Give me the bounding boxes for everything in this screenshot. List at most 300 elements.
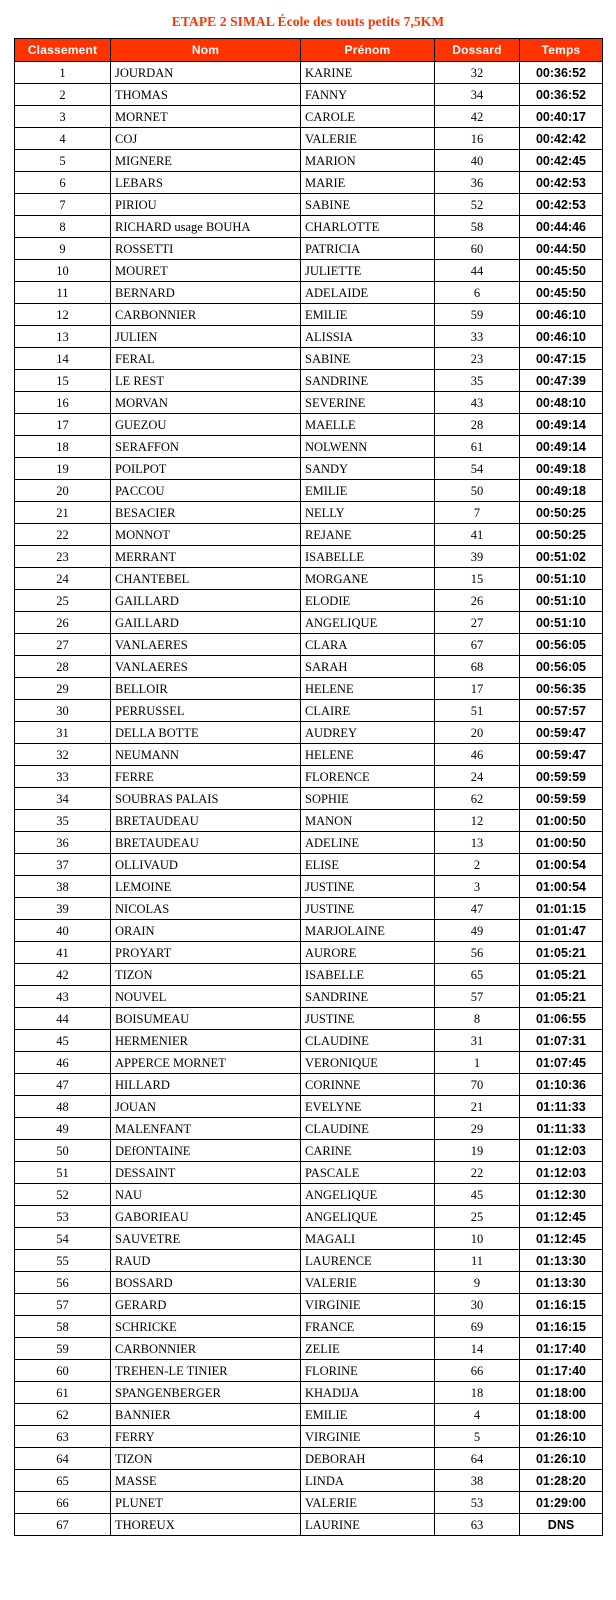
cell-dossard: 15 — [435, 568, 520, 590]
cell-classement: 54 — [15, 1228, 111, 1250]
cell-prenom: PATRICIA — [301, 238, 435, 260]
cell-nom: MORVAN — [111, 392, 301, 414]
table-row — [15, 1448, 603, 1470]
cell-prenom: ALISSIA — [301, 326, 435, 348]
cell-classement: 2 — [15, 84, 111, 106]
cell-dossard: 31 — [435, 1030, 520, 1052]
cell-dossard: 1 — [435, 1052, 520, 1074]
cell-classement: 59 — [15, 1338, 111, 1360]
cell-dossard: 66 — [435, 1360, 520, 1382]
cell-nom: BOSSARD — [111, 1272, 301, 1294]
cell-temps: 00:42:53 — [520, 172, 603, 194]
table-row — [15, 1206, 603, 1228]
column-header-classement: Classement — [15, 39, 111, 62]
cell-nom: NEUMANN — [111, 744, 301, 766]
cell-classement: 38 — [15, 876, 111, 898]
cell-prenom: CHARLOTTE — [301, 216, 435, 238]
table-row — [15, 678, 603, 700]
cell-nom: MALENFANT — [111, 1118, 301, 1140]
cell-nom: MIGNERE — [111, 150, 301, 172]
table-row — [15, 612, 603, 634]
cell-prenom: SARAH — [301, 656, 435, 678]
cell-classement: 53 — [15, 1206, 111, 1228]
table-row — [15, 106, 603, 128]
table-row — [15, 1316, 603, 1338]
cell-temps: 01:05:21 — [520, 986, 603, 1008]
cell-dossard: 17 — [435, 678, 520, 700]
cell-temps: 00:48:10 — [520, 392, 603, 414]
cell-prenom: FLORENCE — [301, 766, 435, 788]
cell-temps: 01:26:10 — [520, 1448, 603, 1470]
cell-temps: 00:40:17 — [520, 106, 603, 128]
cell-classement: 42 — [15, 964, 111, 986]
cell-dossard: 41 — [435, 524, 520, 546]
cell-dossard: 44 — [435, 260, 520, 282]
cell-temps: 00:56:05 — [520, 634, 603, 656]
cell-temps: 01:12:45 — [520, 1206, 603, 1228]
table-row — [15, 348, 603, 370]
cell-classement: 57 — [15, 1294, 111, 1316]
cell-temps: 00:51:02 — [520, 546, 603, 568]
cell-dossard: 40 — [435, 150, 520, 172]
cell-classement: 43 — [15, 986, 111, 1008]
table-row — [15, 1338, 603, 1360]
cell-temps: 00:50:25 — [520, 502, 603, 524]
cell-temps: 00:44:50 — [520, 238, 603, 260]
table-row — [15, 524, 603, 546]
cell-prenom: JULIETTE — [301, 260, 435, 282]
cell-classement: 7 — [15, 194, 111, 216]
cell-nom: GABORIEAU — [111, 1206, 301, 1228]
table-row — [15, 392, 603, 414]
cell-classement: 4 — [15, 128, 111, 150]
cell-classement: 6 — [15, 172, 111, 194]
cell-nom: SCHRICKE — [111, 1316, 301, 1338]
cell-temps: 01:06:55 — [520, 1008, 603, 1030]
cell-temps: 01:12:03 — [520, 1140, 603, 1162]
cell-temps: 01:11:33 — [520, 1118, 603, 1140]
cell-classement: 52 — [15, 1184, 111, 1206]
cell-temps: 01:16:15 — [520, 1294, 603, 1316]
table-row — [15, 1470, 603, 1492]
cell-dossard: 47 — [435, 898, 520, 920]
cell-prenom: VERONIQUE — [301, 1052, 435, 1074]
cell-dossard: 50 — [435, 480, 520, 502]
cell-dossard: 46 — [435, 744, 520, 766]
cell-temps: 00:59:59 — [520, 788, 603, 810]
cell-nom: MORNET — [111, 106, 301, 128]
cell-dossard: 42 — [435, 106, 520, 128]
cell-temps: 00:47:39 — [520, 370, 603, 392]
cell-classement: 22 — [15, 524, 111, 546]
table-row — [15, 1030, 603, 1052]
table-row — [15, 172, 603, 194]
cell-classement: 33 — [15, 766, 111, 788]
cell-prenom: PASCALE — [301, 1162, 435, 1184]
cell-prenom: ANGELIQUE — [301, 1206, 435, 1228]
cell-nom: FERRE — [111, 766, 301, 788]
cell-nom: DEfONTAINE — [111, 1140, 301, 1162]
cell-classement: 60 — [15, 1360, 111, 1382]
cell-temps: 00:36:52 — [520, 84, 603, 106]
cell-classement: 1 — [15, 62, 111, 84]
table-row — [15, 282, 603, 304]
cell-dossard: 20 — [435, 722, 520, 744]
cell-prenom: EMILIE — [301, 1404, 435, 1426]
cell-classement: 44 — [15, 1008, 111, 1030]
cell-prenom: EVELYNE — [301, 1096, 435, 1118]
cell-dossard: 8 — [435, 1008, 520, 1030]
cell-dossard: 54 — [435, 458, 520, 480]
cell-prenom: ADELINE — [301, 832, 435, 854]
cell-prenom: DEBORAH — [301, 1448, 435, 1470]
cell-classement: 66 — [15, 1492, 111, 1514]
cell-prenom: CLAIRE — [301, 700, 435, 722]
cell-temps: 01:10:36 — [520, 1074, 603, 1096]
cell-classement: 49 — [15, 1118, 111, 1140]
table-row — [15, 62, 603, 84]
cell-temps: DNS — [520, 1514, 603, 1536]
cell-dossard: 49 — [435, 920, 520, 942]
cell-classement: 5 — [15, 150, 111, 172]
cell-dossard: 16 — [435, 128, 520, 150]
cell-dossard: 51 — [435, 700, 520, 722]
cell-prenom: SOPHIE — [301, 788, 435, 810]
table-row — [15, 370, 603, 392]
cell-prenom: ANGELIQUE — [301, 1184, 435, 1206]
cell-dossard: 65 — [435, 964, 520, 986]
cell-prenom: SANDY — [301, 458, 435, 480]
cell-classement: 26 — [15, 612, 111, 634]
table-row — [15, 128, 603, 150]
cell-temps: 01:18:00 — [520, 1382, 603, 1404]
cell-temps: 01:07:31 — [520, 1030, 603, 1052]
cell-temps: 01:05:21 — [520, 942, 603, 964]
cell-dossard: 57 — [435, 986, 520, 1008]
cell-temps: 01:05:21 — [520, 964, 603, 986]
cell-nom: CARBONNIER — [111, 1338, 301, 1360]
cell-nom: SERAFFON — [111, 436, 301, 458]
cell-nom: TIZON — [111, 1448, 301, 1470]
cell-nom: SAUVETRE — [111, 1228, 301, 1250]
cell-classement: 24 — [15, 568, 111, 590]
cell-temps: 01:00:54 — [520, 876, 603, 898]
cell-prenom: VALERIE — [301, 128, 435, 150]
table-row — [15, 722, 603, 744]
cell-prenom: ZELIE — [301, 1338, 435, 1360]
cell-dossard: 23 — [435, 348, 520, 370]
table-row — [15, 1250, 603, 1272]
cell-temps: 00:59:59 — [520, 766, 603, 788]
table-row — [15, 502, 603, 524]
cell-dossard: 27 — [435, 612, 520, 634]
cell-dossard: 30 — [435, 1294, 520, 1316]
cell-nom: APPERCE MORNET — [111, 1052, 301, 1074]
table-row — [15, 766, 603, 788]
table-row — [15, 194, 603, 216]
cell-nom: RICHARD usage BOUHA — [111, 216, 301, 238]
cell-temps: 01:00:50 — [520, 810, 603, 832]
cell-nom: NICOLAS — [111, 898, 301, 920]
table-row — [15, 832, 603, 854]
cell-nom: THOREUX — [111, 1514, 301, 1536]
cell-dossard: 13 — [435, 832, 520, 854]
cell-nom: COJ — [111, 128, 301, 150]
cell-temps: 00:45:50 — [520, 260, 603, 282]
cell-dossard: 61 — [435, 436, 520, 458]
cell-prenom: KHADIJA — [301, 1382, 435, 1404]
table-row — [15, 150, 603, 172]
cell-temps: 00:56:35 — [520, 678, 603, 700]
cell-nom: NAU — [111, 1184, 301, 1206]
cell-prenom: SANDRINE — [301, 370, 435, 392]
cell-classement: 31 — [15, 722, 111, 744]
cell-prenom: FLORINE — [301, 1360, 435, 1382]
cell-temps: 00:46:10 — [520, 326, 603, 348]
cell-dossard: 36 — [435, 172, 520, 194]
cell-classement: 3 — [15, 106, 111, 128]
table-row — [15, 1492, 603, 1514]
cell-temps: 00:51:10 — [520, 568, 603, 590]
cell-temps: 01:12:45 — [520, 1228, 603, 1250]
cell-classement: 64 — [15, 1448, 111, 1470]
table-row — [15, 986, 603, 1008]
cell-dossard: 29 — [435, 1118, 520, 1140]
cell-temps: 00:56:05 — [520, 656, 603, 678]
cell-nom: CHANTEBEL — [111, 568, 301, 590]
cell-nom: BANNIER — [111, 1404, 301, 1426]
cell-classement: 28 — [15, 656, 111, 678]
cell-temps: 01:28:20 — [520, 1470, 603, 1492]
cell-classement: 62 — [15, 1404, 111, 1426]
table-body — [15, 62, 603, 1536]
cell-classement: 17 — [15, 414, 111, 436]
cell-nom: JOURDAN — [111, 62, 301, 84]
cell-temps: 01:17:40 — [520, 1338, 603, 1360]
cell-temps: 01:18:00 — [520, 1404, 603, 1426]
cell-prenom: VIRGINIE — [301, 1294, 435, 1316]
cell-prenom: JUSTINE — [301, 898, 435, 920]
cell-temps: 01:13:30 — [520, 1272, 603, 1294]
table-row — [15, 458, 603, 480]
cell-prenom: ISABELLE — [301, 964, 435, 986]
cell-nom: TIZON — [111, 964, 301, 986]
cell-nom: BRETAUDEAU — [111, 832, 301, 854]
cell-prenom: AURORE — [301, 942, 435, 964]
cell-prenom: SANDRINE — [301, 986, 435, 1008]
table-row — [15, 480, 603, 502]
cell-nom: VANLAERES — [111, 634, 301, 656]
cell-nom: SOUBRAS PALAIS — [111, 788, 301, 810]
cell-nom: JOUAN — [111, 1096, 301, 1118]
cell-classement: 20 — [15, 480, 111, 502]
table-header — [15, 39, 603, 62]
cell-temps: 00:49:14 — [520, 414, 603, 436]
cell-temps: 00:49:18 — [520, 480, 603, 502]
cell-classement: 13 — [15, 326, 111, 348]
table-row — [15, 1162, 603, 1184]
table-row — [15, 1514, 603, 1536]
table-row — [15, 414, 603, 436]
table-row — [15, 1140, 603, 1162]
cell-prenom: JUSTINE — [301, 1008, 435, 1030]
cell-classement: 15 — [15, 370, 111, 392]
cell-dossard: 26 — [435, 590, 520, 612]
cell-temps: 01:17:40 — [520, 1360, 603, 1382]
cell-classement: 21 — [15, 502, 111, 524]
cell-nom: GERARD — [111, 1294, 301, 1316]
cell-nom: MOURET — [111, 260, 301, 282]
cell-nom: PLUNET — [111, 1492, 301, 1514]
cell-nom: MONNOT — [111, 524, 301, 546]
cell-classement: 12 — [15, 304, 111, 326]
cell-classement: 10 — [15, 260, 111, 282]
table-row — [15, 84, 603, 106]
cell-prenom: ISABELLE — [301, 546, 435, 568]
cell-classement: 51 — [15, 1162, 111, 1184]
cell-nom: NOUVEL — [111, 986, 301, 1008]
cell-prenom: JUSTINE — [301, 876, 435, 898]
table-row — [15, 568, 603, 590]
cell-nom: RAUD — [111, 1250, 301, 1272]
cell-dossard: 22 — [435, 1162, 520, 1184]
cell-classement: 25 — [15, 590, 111, 612]
cell-nom: MASSE — [111, 1470, 301, 1492]
cell-dossard: 52 — [435, 194, 520, 216]
cell-prenom: SABINE — [301, 194, 435, 216]
cell-nom: GAILLARD — [111, 612, 301, 634]
cell-nom: PIRIOU — [111, 194, 301, 216]
cell-dossard: 43 — [435, 392, 520, 414]
cell-dossard: 34 — [435, 84, 520, 106]
table-row — [15, 920, 603, 942]
cell-temps: 01:07:45 — [520, 1052, 603, 1074]
table-row — [15, 1184, 603, 1206]
cell-dossard: 18 — [435, 1382, 520, 1404]
cell-prenom: MANON — [301, 810, 435, 832]
cell-classement: 8 — [15, 216, 111, 238]
cell-prenom: ELISE — [301, 854, 435, 876]
table-row — [15, 810, 603, 832]
cell-dossard: 4 — [435, 1404, 520, 1426]
cell-nom: BRETAUDEAU — [111, 810, 301, 832]
cell-classement: 34 — [15, 788, 111, 810]
results-table — [14, 38, 603, 1536]
cell-dossard: 39 — [435, 546, 520, 568]
table-row — [15, 634, 603, 656]
cell-nom: DELLA BOTTE — [111, 722, 301, 744]
cell-nom: LEMOINE — [111, 876, 301, 898]
cell-classement: 39 — [15, 898, 111, 920]
cell-temps: 00:59:47 — [520, 722, 603, 744]
cell-prenom: VIRGINIE — [301, 1426, 435, 1448]
cell-dossard: 33 — [435, 326, 520, 348]
cell-temps: 00:49:18 — [520, 458, 603, 480]
cell-temps: 01:00:54 — [520, 854, 603, 876]
table-row — [15, 1294, 603, 1316]
table-row — [15, 700, 603, 722]
cell-classement: 9 — [15, 238, 111, 260]
cell-prenom: SABINE — [301, 348, 435, 370]
cell-prenom: FRANCE — [301, 1316, 435, 1338]
cell-prenom: CARINE — [301, 1140, 435, 1162]
cell-temps: 01:12:03 — [520, 1162, 603, 1184]
cell-prenom: MORGANE — [301, 568, 435, 590]
cell-nom: CARBONNIER — [111, 304, 301, 326]
cell-classement: 19 — [15, 458, 111, 480]
cell-prenom: LAURENCE — [301, 1250, 435, 1272]
cell-dossard: 24 — [435, 766, 520, 788]
cell-dossard: 19 — [435, 1140, 520, 1162]
cell-dossard: 3 — [435, 876, 520, 898]
cell-temps: 01:11:33 — [520, 1096, 603, 1118]
cell-nom: LEBARS — [111, 172, 301, 194]
cell-classement: 36 — [15, 832, 111, 854]
table-row — [15, 1118, 603, 1140]
cell-dossard: 14 — [435, 1338, 520, 1360]
cell-dossard: 32 — [435, 62, 520, 84]
cell-dossard: 12 — [435, 810, 520, 832]
cell-prenom: ELODIE — [301, 590, 435, 612]
cell-classement: 63 — [15, 1426, 111, 1448]
cell-prenom: MARIE — [301, 172, 435, 194]
cell-classement: 29 — [15, 678, 111, 700]
cell-temps: 00:59:47 — [520, 744, 603, 766]
cell-prenom: ANGELIQUE — [301, 612, 435, 634]
table-row — [15, 1272, 603, 1294]
cell-prenom: KARINE — [301, 62, 435, 84]
cell-prenom: HELENE — [301, 744, 435, 766]
cell-dossard: 56 — [435, 942, 520, 964]
cell-dossard: 21 — [435, 1096, 520, 1118]
cell-prenom: CLAUDINE — [301, 1030, 435, 1052]
table-row — [15, 590, 603, 612]
table-row — [15, 898, 603, 920]
cell-classement: 11 — [15, 282, 111, 304]
cell-nom: VANLAERES — [111, 656, 301, 678]
cell-dossard: 58 — [435, 216, 520, 238]
cell-dossard: 5 — [435, 1426, 520, 1448]
cell-prenom: CORINNE — [301, 1074, 435, 1096]
cell-temps: 00:51:10 — [520, 590, 603, 612]
table-row — [15, 1074, 603, 1096]
cell-prenom: NELLY — [301, 502, 435, 524]
cell-prenom: AUDREY — [301, 722, 435, 744]
table-row — [15, 854, 603, 876]
cell-prenom: MARJOLAINE — [301, 920, 435, 942]
cell-nom: DESSAINT — [111, 1162, 301, 1184]
cell-nom: FERAL — [111, 348, 301, 370]
cell-classement: 56 — [15, 1272, 111, 1294]
cell-temps: 01:16:15 — [520, 1316, 603, 1338]
cell-prenom: REJANE — [301, 524, 435, 546]
cell-dossard: 70 — [435, 1074, 520, 1096]
cell-dossard: 69 — [435, 1316, 520, 1338]
cell-dossard: 25 — [435, 1206, 520, 1228]
cell-dossard: 35 — [435, 370, 520, 392]
cell-classement: 48 — [15, 1096, 111, 1118]
cell-prenom: EMILIE — [301, 304, 435, 326]
cell-temps: 00:57:57 — [520, 700, 603, 722]
cell-dossard: 59 — [435, 304, 520, 326]
cell-temps: 00:42:42 — [520, 128, 603, 150]
cell-dossard: 28 — [435, 414, 520, 436]
cell-nom: GAILLARD — [111, 590, 301, 612]
cell-temps: 01:13:30 — [520, 1250, 603, 1272]
cell-nom: MERRANT — [111, 546, 301, 568]
cell-classement: 16 — [15, 392, 111, 414]
cell-dossard: 45 — [435, 1184, 520, 1206]
